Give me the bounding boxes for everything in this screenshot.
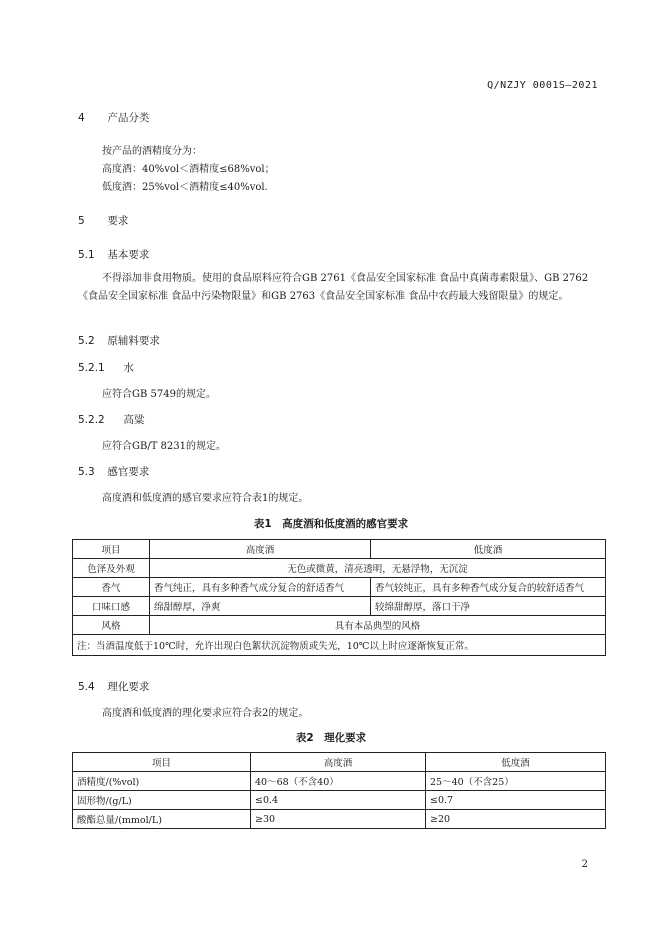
value-cell: ≥20 xyxy=(426,810,606,829)
table-note: 注：当酒温度低于10℃时，允许出现白色絮状沉淀物质或失光，10℃以上时应逐渐恢复正常。 xyxy=(73,635,606,656)
table-row xyxy=(73,559,606,578)
section-number: 5.2.2 xyxy=(78,414,105,426)
high-alcohol-definition: 高度酒：40%vol＜酒精度≤68%vol； xyxy=(102,164,275,175)
value-cell: 香气较纯正，具有多种香气成分复合的较舒适香气 xyxy=(371,578,606,597)
table-note-row xyxy=(73,635,606,656)
section-title: 水 xyxy=(123,362,134,374)
value-cell: ≥30 xyxy=(251,810,426,829)
section-5-2-heading xyxy=(78,333,160,348)
item-cell: 香气 xyxy=(73,578,150,597)
item-cell: 酸酯总量/(mmol/L) xyxy=(73,810,251,829)
section-title: 高粱 xyxy=(123,414,145,426)
section-number: 5.2 xyxy=(78,335,95,347)
section-title: 感官要求 xyxy=(107,466,150,478)
section-title: 原辅料要求 xyxy=(107,335,160,347)
header-cell: 高度酒 xyxy=(251,753,426,772)
table-row xyxy=(73,791,606,810)
value-cell: 香气纯正，具有多种香气成分复合的舒适香气 xyxy=(150,578,371,597)
value-cell: 25～40（不含25） xyxy=(426,772,606,791)
water-requirement: 应符合GB 5749的规定。 xyxy=(102,389,216,400)
section-number: 5.4 xyxy=(78,681,95,693)
section-number: 5.1 xyxy=(78,249,95,261)
section-title: 要求 xyxy=(107,215,129,227)
header-cell: 低度酒 xyxy=(371,540,606,559)
section-title: 基本要求 xyxy=(107,249,150,261)
section-number: 5 xyxy=(78,215,85,227)
section-5-3-heading xyxy=(78,464,149,479)
section-5-2-2-heading xyxy=(78,412,144,427)
header-cell: 低度酒 xyxy=(426,753,606,772)
section-number: 5.2.1 xyxy=(78,362,105,374)
table-row xyxy=(73,772,606,791)
low-alcohol-definition: 低度酒：25%vol＜酒精度≤40%vol. xyxy=(102,182,268,193)
classification-intro: 按产品的酒精度分为： xyxy=(102,146,202,157)
value-cell: ≤0.7 xyxy=(426,791,606,810)
value-cell: ≤0.4 xyxy=(251,791,426,810)
page-number: 2 xyxy=(581,859,588,870)
table-1-caption: 表1 高度酒和低度酒的感官要求 xyxy=(253,518,409,530)
value-cell: 具有本品典型的风格 xyxy=(150,616,606,635)
physicochemical-intro: 高度酒和低度酒的理化要求应符合表2的规定。 xyxy=(102,708,309,719)
physicochemical-table xyxy=(72,752,606,829)
table-header-row xyxy=(73,753,606,772)
sorghum-requirement: 应符合GB/T 8231的规定。 xyxy=(102,441,227,452)
table-header-row xyxy=(73,540,606,559)
table-row xyxy=(73,810,606,829)
item-cell: 风格 xyxy=(73,616,150,635)
basic-requirements-text: 不得添加非食用物质。使用的食品原料应符合GB 2761《食品安全国家标准 食品中真菌毒素限量》、GB 2762《食品安全国家标准 食品中污染物限量》和GB 2763《食品安全国家标准 食品中农药最大残留限量》的规定。 xyxy=(78,273,589,302)
value-cell: 较绵甜醇厚，落口干净 xyxy=(371,597,606,616)
section-title: 理化要求 xyxy=(107,681,150,693)
header-cell: 高度酒 xyxy=(150,540,371,559)
sensory-table xyxy=(72,539,606,656)
value-cell: 绵甜醇厚，净爽 xyxy=(150,597,371,616)
value-cell: 无色或微黄，清亮透明，无悬浮物，无沉淀 xyxy=(150,559,606,578)
table-row xyxy=(73,616,606,635)
section-4-heading xyxy=(78,110,149,125)
section-5-2-1-heading xyxy=(78,360,134,375)
section-5-1-heading xyxy=(78,247,149,262)
header-cell: 项目 xyxy=(73,753,251,772)
section-number: 5.3 xyxy=(78,466,95,478)
table-row xyxy=(73,597,606,616)
item-cell: 固形物/(g/L) xyxy=(73,791,251,810)
item-cell: 酒精度/(%vol) xyxy=(73,772,251,791)
header-cell: 项目 xyxy=(73,540,150,559)
item-cell: 色泽及外观 xyxy=(73,559,150,578)
sensory-intro: 高度酒和低度酒的感官要求应符合表1的规定。 xyxy=(102,493,309,504)
item-cell: 口味口感 xyxy=(73,597,150,616)
section-5-4-heading xyxy=(78,679,149,694)
value-cell: 40～68（不含40） xyxy=(251,772,426,791)
section-number: 4 xyxy=(78,112,85,124)
section-5-heading xyxy=(78,213,128,228)
document-code: Q/NZJY 0001S—2021 xyxy=(487,80,598,91)
table-2-caption: 表2 理化要求 xyxy=(295,732,367,744)
table-row xyxy=(73,578,606,597)
section-title: 产品分类 xyxy=(107,112,150,124)
